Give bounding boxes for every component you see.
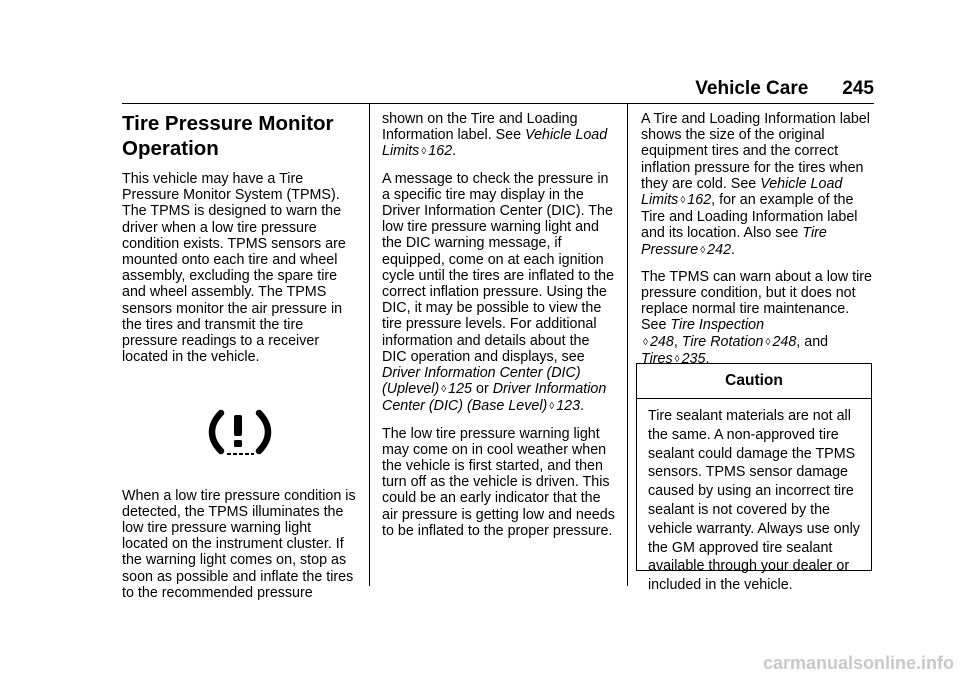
page-ref-marker: ◊ — [643, 336, 648, 348]
caution-text: Tire sealant materials are not all the same. A non-approved tire sealant could damage the TPMS sensors. TPMS sensor damage caused by using an incorrect tire sealant is not covered by the vehicle warranty. Always use only the GM approved tire sealant available through your dealer or included in the vehicle. — [648, 408, 860, 594]
page-ref-marker: ◊ — [549, 401, 555, 413]
cross-reference-link[interactable]: Vehicle Load Limits ◊ 162 — [382, 127, 608, 160]
caution-box — [636, 363, 872, 594]
column-1 — [122, 111, 358, 611]
page-ref-marker: ◊ — [700, 244, 706, 256]
column-divider-1 — [369, 103, 370, 586]
page-ref-marker: ◊ — [441, 384, 447, 396]
section-title: Vehicle Care — [695, 78, 809, 99]
low-tire-pressure-warning-icon — [122, 409, 358, 459]
cross-reference-link[interactable]: Tire Inspection ◊ 248 — [643, 317, 765, 350]
header-rule — [122, 103, 874, 104]
cross-reference-link[interactable]: Tires ◊ 235 — [641, 350, 706, 367]
page-ref-marker: ◊ — [421, 146, 427, 158]
page-number: 245 — [842, 78, 874, 99]
section-heading: Tire Pressure Monitor Operation — [122, 112, 334, 160]
column-2 — [382, 111, 618, 549]
watermark: carmanualsonline.info — [762, 653, 954, 673]
cross-reference-link[interactable]: Tire Rotation ◊ 248 — [681, 333, 797, 350]
cross-reference-link[interactable]: Tire Pressure ◊ 242 — [641, 225, 827, 258]
page-ref-marker: ◊ — [674, 353, 680, 365]
cross-reference-link[interactable]: Driver Information Center (DIC) (Base Level) ◊ 123 — [382, 381, 607, 415]
paragraph: The TPMS can warn about a low tire pressure condition, but it does not replace normal tire maintenance. See Tire Inspection ◊ 248, Tire Rotation ◊ 248, and Tires ◊ 235. — [641, 268, 872, 367]
paragraph: When a low tire pressure condition is detected, the TPMS illuminates the low tire pressure warning light located on the instrument cluster. If the warning light comes on, stop as soon as possible and inflate the tires to the recommended pressure — [122, 487, 356, 601]
cross-reference-link[interactable]: Vehicle Load Limits ◊ 162 — [641, 175, 843, 209]
paragraph: A message to check the pressure in a specific tire may display in the Driver Information Center (DIC). The low tire pressure warning light and the DIC warning message, if equipped, come on at each ignition cycle until the tires are inflated to the correct inflation pressure. Using the DIC, it may be possible to view the tire pressure levels. For additional information and details about the DIC operation and displays, see Driver Information Center (DIC) (Uplevel) ◊ 125 or Driver Information Center (DIC) (Base Level) ◊ 123. — [382, 170, 615, 415]
page-ref-marker: ◊ — [765, 336, 771, 348]
caution-title: Caution — [637, 364, 871, 399]
paragraph: shown on the Tire and Loading Information label. See Vehicle Load Limits ◊ 162. — [382, 111, 608, 160]
page-ref-marker: ◊ — [680, 195, 686, 207]
running-header — [0, 78, 874, 100]
paragraph: This vehicle may have a Tire Pressure Monitor System (TPMS). The TPMS is designed to warn the driver when a low tire pressure condition exists. TPMS sensors are mounted onto each tire and wheel assembly, excluding the spare tire and wheel assembly. The TPMS sensors monitor the air pressure in the tires and transmit the tire pressure readings to a receiver located in the vehicle. — [122, 171, 346, 366]
paragraph: The low tire pressure warning light may come on in cool weather when the vehicle is first started, and then turn off as the vehicle is driven. This could be an early indicator that the air pressure is getting low and needs to be inflated to the proper pressure. — [382, 425, 615, 539]
column-3 — [641, 111, 877, 378]
column-divider-2 — [627, 103, 628, 586]
paragraph: A Tire and Loading Information label shows the size of the original equipment tires and the correct inflation pressure for the tires when they are cold. See Vehicle Load Limits ◊ 162, for an example of the Tire and Loading Information label and its location. Also see Tire Pressure ◊ 242. — [641, 111, 870, 258]
cross-reference-link[interactable]: Driver Information Center (DIC) (Uplevel) ◊ 125 — [382, 365, 581, 398]
